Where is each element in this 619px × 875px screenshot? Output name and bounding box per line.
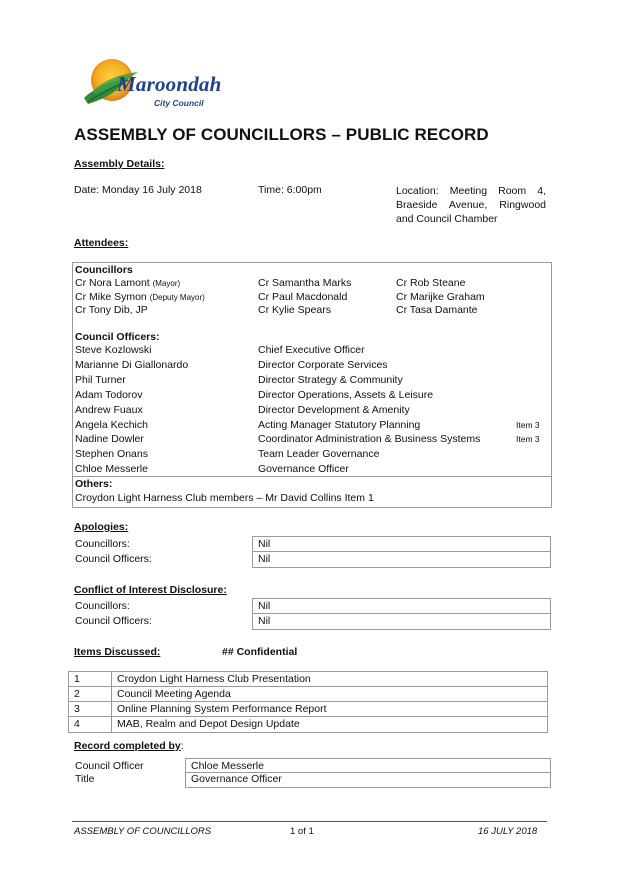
- record-heading-line: Record completed by:: [74, 740, 184, 752]
- officer-name: Phil Turner: [75, 374, 126, 386]
- row-divider: [68, 701, 547, 702]
- item-number: 2: [74, 688, 80, 700]
- footer-left: ASSEMBLY OF COUNCILLORS: [74, 826, 212, 837]
- conflict-label: Councillors:: [75, 600, 130, 612]
- apologies-value: Nil: [258, 553, 271, 565]
- record-label: Title: [75, 773, 95, 785]
- record-heading: Record completed by: [74, 740, 181, 752]
- page-number: 1 of 1: [290, 826, 314, 837]
- others-divider: [72, 476, 551, 477]
- officer-title: Governance Officer: [258, 463, 349, 475]
- officer-name: Steve Kozlowski: [75, 344, 152, 356]
- meeting-time: Time: 6:00pm: [258, 184, 322, 196]
- meeting-date: Date: Monday 16 July 2018: [74, 184, 202, 196]
- conflict-value: Nil: [258, 615, 271, 627]
- councillor-name: Cr Kylie Spears: [258, 304, 331, 316]
- others-text: Croydon Light Harness Club members – Mr David Collins Item 1: [75, 492, 374, 504]
- officer-title: Director Operations, Assets & Leisure: [258, 389, 434, 401]
- apologies-heading: Apologies:: [74, 521, 129, 533]
- record-value: Chloe Messerle: [191, 760, 264, 772]
- apologies-label: Council Officers:: [75, 553, 152, 565]
- councillor-name: Cr Marijke Graham: [396, 291, 485, 303]
- item-text: MAB, Realm and Depot Design Update: [117, 718, 300, 730]
- councillors-heading: Councillors: [75, 264, 133, 276]
- row-divider: [252, 551, 550, 552]
- apologies-value: Nil: [258, 538, 271, 550]
- page-title: ASSEMBLY OF COUNCILLORS – PUBLIC RECORD: [74, 125, 489, 144]
- officer-title: Coordinator Administration & Business Systems: [258, 433, 481, 445]
- councillor-name: Cr Tony Dib, JP: [75, 304, 148, 316]
- item-text: Online Planning System Performance Report: [117, 703, 327, 715]
- item-number: 4: [74, 718, 80, 730]
- councillor-name: Cr Paul Macdonald: [258, 291, 348, 303]
- conflict-value: Nil: [258, 600, 271, 612]
- logo-name: Maroondah: [117, 72, 222, 96]
- officer-item: Item 3: [516, 434, 540, 444]
- officer-name: Nadine Dowler: [75, 433, 144, 445]
- attendees-heading: Attendees:: [74, 237, 129, 249]
- item-text: Council Meeting Agenda: [117, 688, 231, 700]
- conflict-heading: Conflict of Interest Disclosure:: [74, 584, 227, 596]
- conflict-label: Council Officers:: [75, 615, 152, 627]
- apologies-box: [252, 536, 551, 568]
- councillor-name: Cr Samantha Marks: [258, 277, 352, 289]
- footer-date: 16 JULY 2018: [478, 826, 538, 837]
- officer-title: Team Leader Governance: [258, 448, 380, 460]
- officer-name: Andrew Fuaux: [75, 404, 143, 416]
- officer-name: Marianne Di Giallonardo: [75, 359, 189, 371]
- officer-title: Director Strategy & Community: [258, 374, 403, 386]
- row-divider: [68, 686, 547, 687]
- officer-name: Stephen Onans: [75, 448, 148, 460]
- footer-rule: [72, 821, 547, 822]
- apologies-label: Councillors:: [75, 538, 130, 550]
- councillor-name: Cr Tasa Damante: [396, 304, 478, 316]
- meeting-location: Location: Meeting Room 4, Braeside Avenue, Ringwood and Council Chamber: [396, 185, 546, 225]
- item-number: 3: [74, 703, 80, 715]
- officer-name: Angela Kechich: [75, 419, 148, 431]
- assembly-heading: Assembly Details:: [74, 158, 165, 170]
- officers-heading: Council Officers:: [75, 331, 160, 343]
- officer-item: Item 3: [516, 420, 540, 430]
- logo-subtitle: City Council: [154, 98, 204, 108]
- items-heading: Items Discussed:: [74, 646, 161, 658]
- councillor-name: Cr Nora Lamont (Mayor): [75, 277, 181, 289]
- officer-name: Adam Todorov: [75, 389, 143, 401]
- item-number: 1: [74, 673, 80, 685]
- officer-name: Chloe Messerle: [75, 463, 148, 475]
- record-label: Council Officer: [75, 760, 144, 772]
- item-text: Croydon Light Harness Club Presentation: [117, 673, 311, 685]
- others-heading: Others:: [75, 478, 113, 490]
- councillor-name: Cr Rob Steane: [396, 277, 466, 289]
- officer-title: Chief Executive Officer: [258, 344, 365, 356]
- officer-title: Director Corporate Services: [258, 359, 388, 371]
- confidential-note: ## Confidential: [222, 646, 298, 658]
- row-divider: [252, 613, 550, 614]
- councillor-name: Cr Mike Symon (Deputy Mayor): [75, 291, 205, 303]
- conflict-box: [252, 598, 551, 630]
- row-divider: [68, 716, 547, 717]
- record-value: Governance Officer: [191, 773, 282, 785]
- officer-title: Director Development & Amenity: [258, 404, 410, 416]
- officer-title: Acting Manager Statutory Planning: [258, 419, 421, 431]
